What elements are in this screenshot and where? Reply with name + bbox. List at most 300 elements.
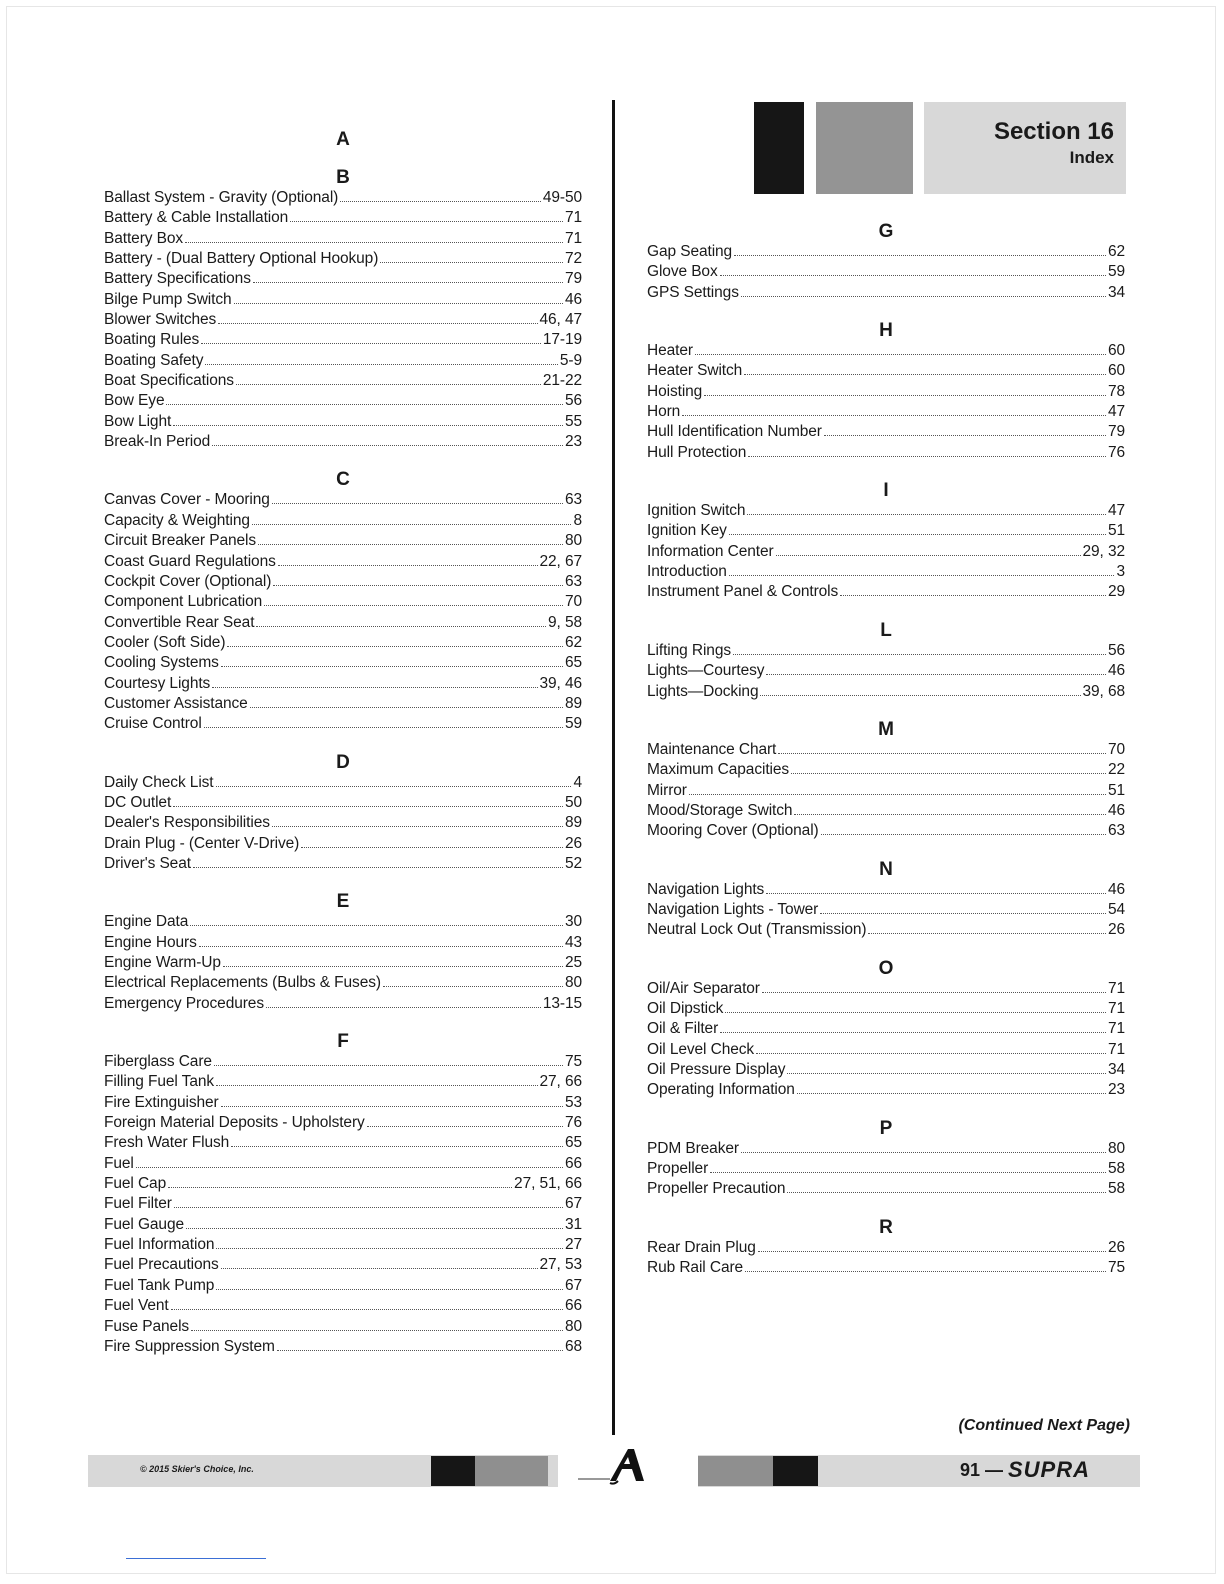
index-pages: 27, 51, 66 (514, 1175, 582, 1193)
dot-leader (776, 554, 1081, 556)
index-term: Fuel Filter (104, 1195, 172, 1213)
index-entry (647, 1238, 1125, 1258)
page-number: 91 — (960, 1460, 1004, 1480)
index-entry (104, 953, 582, 973)
index-letter-heading: N (879, 858, 893, 880)
dot-leader (824, 434, 1106, 436)
index-pages: 70 (564, 593, 582, 611)
dot-leader (760, 694, 1080, 696)
dot-leader (766, 673, 1106, 675)
index-term: Engine Data (104, 913, 189, 931)
dot-leader (272, 825, 563, 827)
dot-leader (221, 1105, 563, 1107)
dot-leader (258, 543, 563, 545)
index-entry (647, 521, 1125, 541)
index-entry (104, 854, 582, 874)
index-term: Engine Warm-Up (104, 954, 221, 971)
index-term: Rear Drain Plug (647, 1238, 756, 1256)
index-term: Bow Eye (104, 392, 165, 410)
index-pages: 49-50 (542, 189, 582, 206)
header-black-block (754, 102, 804, 194)
index-term: Information Center (647, 542, 774, 560)
index-pages: 71 (1107, 979, 1125, 997)
index-entry (104, 773, 582, 793)
index-entry (104, 933, 582, 953)
index-letter-heading: G (878, 221, 894, 242)
dot-leader (136, 1166, 563, 1168)
dot-leader (278, 564, 538, 566)
index-term: Break-In Period (104, 433, 211, 451)
dot-leader (252, 523, 572, 525)
index-pages: 26 (564, 834, 582, 852)
index-entry (647, 1159, 1125, 1179)
dot-leader (193, 866, 563, 868)
index-entry (647, 1019, 1125, 1039)
dot-leader (216, 1247, 563, 1249)
dot-leader (272, 502, 563, 504)
index-term: Operating Information (647, 1081, 795, 1099)
index-entry (647, 422, 1125, 442)
dot-leader (221, 665, 563, 667)
dot-leader (166, 403, 562, 405)
index-pages: 71 (1107, 1040, 1125, 1058)
dot-leader (797, 1092, 1106, 1094)
index-term: Mooring Cover (Optional) (647, 822, 819, 840)
dot-leader (741, 295, 1106, 297)
index-pages: 47 (1107, 502, 1125, 520)
index-pages: 52 (564, 854, 582, 872)
index-entry (104, 1276, 582, 1296)
index-term: Navigation Lights - Tower (647, 900, 819, 918)
index-entry (647, 740, 1125, 760)
section-header (754, 102, 1126, 194)
header-gray-block (816, 102, 913, 194)
dot-leader (273, 584, 563, 586)
index-term: Fire Suppression System (104, 1337, 275, 1355)
index-entry (647, 1139, 1125, 1159)
index-term: Boating Safety (104, 351, 204, 369)
index-pages: 46 (564, 290, 582, 308)
index-pages: 63 (1107, 822, 1125, 840)
dot-leader (766, 892, 1106, 894)
dot-leader (340, 200, 541, 202)
index-pages: 63 (564, 491, 582, 509)
index-term: Battery Specifications (104, 270, 251, 288)
index-term: Lifting Rings (647, 641, 731, 659)
index-pages: 75 (1107, 1259, 1125, 1277)
index-entry (104, 412, 582, 432)
index-term: Cooling Systems (104, 654, 219, 672)
footer-black-block-left (431, 1456, 475, 1486)
dot-leader (868, 932, 1106, 934)
index-term: Customer Assistance (104, 694, 248, 712)
index-pages: 75 (564, 1053, 582, 1071)
dot-leader (720, 274, 1106, 276)
index-pages: 76 (1107, 443, 1125, 461)
index-pages: 65 (564, 1134, 582, 1152)
index-term: Hoisting (647, 382, 703, 400)
dot-leader (173, 805, 563, 807)
column-divider (612, 100, 615, 1438)
index-pages: 67 (564, 1195, 582, 1213)
index-term: Oil Level Check (647, 1040, 755, 1058)
index-entry (647, 880, 1125, 900)
index-entry (104, 994, 582, 1014)
index-term: Ignition Key (647, 522, 727, 540)
index-letter-heading: A (336, 129, 350, 150)
index-column-left (104, 130, 582, 1357)
dot-leader (214, 1064, 563, 1066)
dot-leader (223, 965, 563, 967)
index-pages: 51 (1107, 781, 1125, 799)
index-entry (647, 999, 1125, 1019)
dot-leader (745, 1270, 1106, 1272)
index-term: Rub Rail Care (647, 1259, 744, 1277)
index-term: Hull Identification Number (647, 423, 822, 441)
dot-leader (168, 1186, 512, 1188)
index-pages: 27 (564, 1236, 582, 1254)
index-pages: 80 (564, 532, 582, 550)
footer-logo-area (558, 1435, 698, 1489)
index-entry (104, 391, 582, 411)
index-pages: 43 (564, 933, 582, 951)
index-term: Filling Fuel Tank (104, 1073, 215, 1091)
index-term: Fuel (104, 1154, 134, 1172)
index-pages: 78 (1107, 382, 1125, 400)
index-pages: 71 (1107, 1020, 1125, 1038)
index-entry (647, 341, 1125, 361)
index-pages: 46 (1107, 880, 1125, 898)
index-term: Drain Plug - (Center V-Drive) (104, 834, 300, 852)
section-subtitle: Index (1069, 148, 1114, 167)
index-pages: 72 (564, 250, 582, 268)
index-term: Foreign Material Deposits - Upholstery (104, 1114, 365, 1132)
index-pages: 50 (564, 793, 582, 811)
dot-leader (190, 924, 563, 926)
index-term: Bow Light (104, 412, 172, 430)
index-term: Oil & Filter (647, 1020, 719, 1038)
index-pages: 21-22 (542, 372, 582, 390)
index-term: Capacity & Weighting (104, 511, 250, 529)
index-pages: 22 (1107, 761, 1125, 779)
index-pages: 17-19 (542, 331, 582, 349)
index-pages: 4 (573, 773, 582, 791)
dot-leader (174, 1206, 563, 1208)
index-entry (647, 582, 1125, 602)
index-term: Fuel Information (104, 1236, 215, 1254)
dot-leader (733, 653, 1106, 655)
index-entry (104, 1296, 582, 1316)
index-term: Horn (647, 403, 681, 421)
index-pages: 26 (1107, 921, 1125, 939)
index-entry (104, 310, 582, 330)
dot-leader (290, 220, 563, 222)
dot-leader (741, 1151, 1106, 1153)
index-pages: 3 (1116, 563, 1125, 581)
index-entry (647, 402, 1125, 422)
index-pages: 29, 32 (1082, 542, 1125, 560)
index-entry (647, 661, 1125, 681)
index-entry (104, 249, 582, 269)
index-letter-heading: P (879, 1117, 893, 1139)
dot-leader (380, 261, 563, 263)
index-letter-heading: H (879, 320, 893, 342)
index-entry (104, 1215, 582, 1235)
index-entry (104, 613, 582, 633)
index-pages: 46 (1107, 801, 1125, 819)
index-term: PDM Breaker (647, 1139, 739, 1157)
dot-leader (171, 1308, 563, 1310)
index-letter-heading: D (336, 751, 350, 773)
dot-leader (778, 752, 1106, 754)
index-pages: 71 (564, 229, 582, 247)
dot-leader (264, 604, 563, 606)
index-pages: 71 (1107, 999, 1125, 1017)
dot-leader (682, 414, 1106, 416)
index-entry (104, 912, 582, 932)
dot-leader (173, 424, 563, 426)
index-entry (647, 682, 1125, 702)
dot-leader (266, 1006, 541, 1008)
index-term: Battery - (Dual Battery Optional Hookup) (104, 250, 379, 268)
footer-gray-block-right (698, 1456, 773, 1486)
index-term: Emergency Procedures (104, 994, 264, 1012)
index-entry (647, 900, 1125, 920)
index-term: Driver's Seat (104, 854, 191, 872)
index-term: Instrument Panel & Controls (647, 583, 839, 601)
index-term: Propeller Precaution (647, 1180, 786, 1198)
index-entry (104, 694, 582, 714)
index-pages: 76 (564, 1114, 582, 1132)
index-pages: 23 (1107, 1081, 1125, 1099)
index-entry (647, 1080, 1125, 1100)
continued-note: (Continued Next Page) (958, 1417, 1130, 1434)
header-title-block (924, 102, 1126, 194)
dot-leader (762, 991, 1106, 993)
index-entry (104, 633, 582, 653)
index-pages: 66 (564, 1154, 582, 1172)
index-pages: 79 (564, 270, 582, 288)
index-term: Battery & Cable Installation (104, 209, 289, 227)
index-entry (104, 1255, 582, 1275)
index-pages: 39, 46 (539, 674, 582, 692)
index-term: Oil Pressure Display (647, 1060, 786, 1078)
index-pages: 89 (564, 814, 582, 832)
dot-leader (301, 846, 563, 848)
index-term: Circuit Breaker Panels (104, 532, 256, 550)
index-term: Oil Dipstick (647, 999, 724, 1017)
index-pages: 68 (564, 1337, 582, 1355)
index-pages: 65 (564, 654, 582, 672)
dot-leader (191, 1329, 563, 1331)
dot-leader (787, 1191, 1106, 1193)
index-pages: 62 (564, 633, 582, 651)
dot-leader (227, 645, 563, 647)
dot-leader (212, 686, 537, 688)
dot-leader (695, 353, 1106, 355)
index-term: Ignition Switch (647, 502, 746, 520)
index-pages: 30 (564, 913, 582, 931)
dot-leader (277, 1349, 563, 1351)
index-entry (104, 290, 582, 310)
dot-leader (787, 1072, 1106, 1074)
index-entry (647, 382, 1125, 402)
index-pages: 31 (564, 1215, 582, 1233)
dot-leader (212, 444, 563, 446)
index-term: Lights—Courtesy (647, 662, 765, 680)
index-entry (104, 531, 582, 551)
index-term: Fire Extinguisher (104, 1093, 219, 1111)
index-pages: 63 (564, 572, 582, 590)
index-entry (647, 801, 1125, 821)
index-term: Cruise Control (104, 715, 202, 733)
copyright: © 2015 Skier's Choice, Inc. (140, 1464, 254, 1474)
index-entry (104, 793, 582, 813)
dot-leader (744, 373, 1106, 375)
dot-leader (205, 363, 557, 365)
index-term: Cooler (Soft Side) (104, 633, 226, 651)
dot-leader (794, 813, 1106, 815)
index-entry (647, 542, 1125, 562)
dot-leader (729, 533, 1106, 535)
index-pages: 46 (1107, 662, 1125, 680)
index-pages: 23 (564, 433, 582, 451)
index-entry (647, 443, 1125, 463)
index-pages: 59 (564, 715, 582, 733)
index-entry (104, 511, 582, 531)
index-letter-heading: I (883, 480, 889, 502)
index-pages: 67 (564, 1276, 582, 1294)
index-pages: 13-15 (542, 994, 582, 1012)
index-entry (647, 979, 1125, 999)
index-term: Courtesy Lights (104, 674, 211, 692)
footer-gray-block-left (475, 1456, 548, 1486)
index-term: Lights—Docking (647, 682, 759, 700)
index-pages: 62 (1107, 243, 1125, 260)
index-pages: 27, 53 (539, 1256, 582, 1274)
index-letter-heading: F (337, 1031, 349, 1053)
dot-leader (186, 1227, 563, 1229)
brand-logo: SUPRA (1008, 1457, 1091, 1482)
index-entry (104, 714, 582, 734)
dot-leader (756, 1052, 1106, 1054)
index-term: Fiberglass Care (104, 1053, 212, 1071)
dot-leader (185, 241, 563, 243)
index-term: Heater Switch (647, 362, 743, 380)
index-pages: 79 (1107, 423, 1125, 441)
index-term: GPS Settings (647, 283, 739, 301)
index-term: Fuel Cap (104, 1175, 167, 1193)
index-term: Blower Switches (104, 311, 217, 329)
index-entry (647, 262, 1125, 282)
index-term: Daily Check List (104, 773, 214, 791)
dot-leader (725, 1011, 1106, 1013)
index-pages: 71 (564, 209, 582, 227)
dot-leader (216, 785, 572, 787)
index-pages: 29 (1107, 583, 1125, 601)
index-entry (647, 920, 1125, 940)
index-letter-heading: O (878, 957, 894, 979)
index-entry (104, 1235, 582, 1255)
index-entry (647, 242, 1125, 262)
index-term: Oil/Air Separator (647, 979, 760, 997)
index-letter-heading: E (336, 891, 350, 913)
dot-leader (367, 1125, 563, 1127)
index-term: Maximum Capacities (647, 761, 790, 779)
index-term: Glove Box (647, 263, 718, 281)
index-term: Component Lubrication (104, 593, 263, 611)
index-letter-heading: C (336, 469, 350, 491)
index-entry (104, 1174, 582, 1194)
index-pages: 26 (1107, 1238, 1125, 1256)
index-entry (104, 432, 582, 452)
dot-leader (236, 383, 541, 385)
index-pages: 60 (1107, 342, 1125, 360)
index-entry (647, 1040, 1125, 1060)
index-pages: 9, 58 (548, 613, 582, 631)
index-entry (104, 371, 582, 391)
index-term: Engine Hours (104, 933, 197, 951)
index-entry (104, 973, 582, 993)
index-pages: 55 (564, 412, 582, 430)
index-term: Heater (647, 342, 693, 360)
index-entry (104, 552, 582, 572)
index-entry (104, 1052, 582, 1072)
index-pages: 34 (1107, 1060, 1125, 1078)
index-pages: 46, 47 (539, 311, 582, 329)
dot-leader (791, 772, 1106, 774)
index-term: Neutral Lock Out (Transmission) (647, 921, 867, 939)
index-entry (104, 834, 582, 854)
index-pages: 27, 66 (539, 1073, 582, 1091)
index-pages: 25 (564, 954, 582, 971)
dot-leader (704, 394, 1106, 396)
index-entry (647, 562, 1125, 582)
index-term: Ballast System - Gravity (Optional) (104, 189, 339, 206)
index-entry (104, 592, 582, 612)
index-pages: 5-9 (559, 351, 582, 369)
index-entry (104, 1113, 582, 1133)
index-entry (647, 821, 1125, 841)
index-pages: 47 (1107, 403, 1125, 421)
index-pages: 80 (564, 974, 582, 992)
index-entry (647, 1179, 1125, 1199)
index-pages: 53 (564, 1093, 582, 1111)
index-term: Introduction (647, 563, 727, 581)
index-pages: 70 (1107, 740, 1125, 758)
index-pages: 58 (1107, 1180, 1125, 1198)
index-pages: 60 (1107, 362, 1125, 380)
index-term: Dealer's Responsibilities (104, 814, 270, 832)
index-letter-heading: B (336, 167, 350, 188)
dot-leader (221, 1267, 538, 1269)
dot-leader (201, 342, 541, 344)
page-footer (88, 1455, 1140, 1487)
index-entry (647, 641, 1125, 661)
dot-leader (216, 1084, 537, 1086)
dot-leader (253, 281, 563, 283)
index-term: Convertible Rear Seat (104, 613, 255, 631)
index-term: Fresh Water Flush (104, 1134, 230, 1152)
index-entry (647, 501, 1125, 521)
index-term: Canvas Cover - Mooring (104, 491, 270, 509)
dot-leader (734, 254, 1106, 256)
index-term: Fuel Tank Pump (104, 1276, 215, 1294)
index-entry (104, 1133, 582, 1153)
index-pages: 66 (564, 1297, 582, 1315)
index-term: Fuel Vent (104, 1297, 169, 1315)
footer-black-block-right (773, 1456, 818, 1486)
